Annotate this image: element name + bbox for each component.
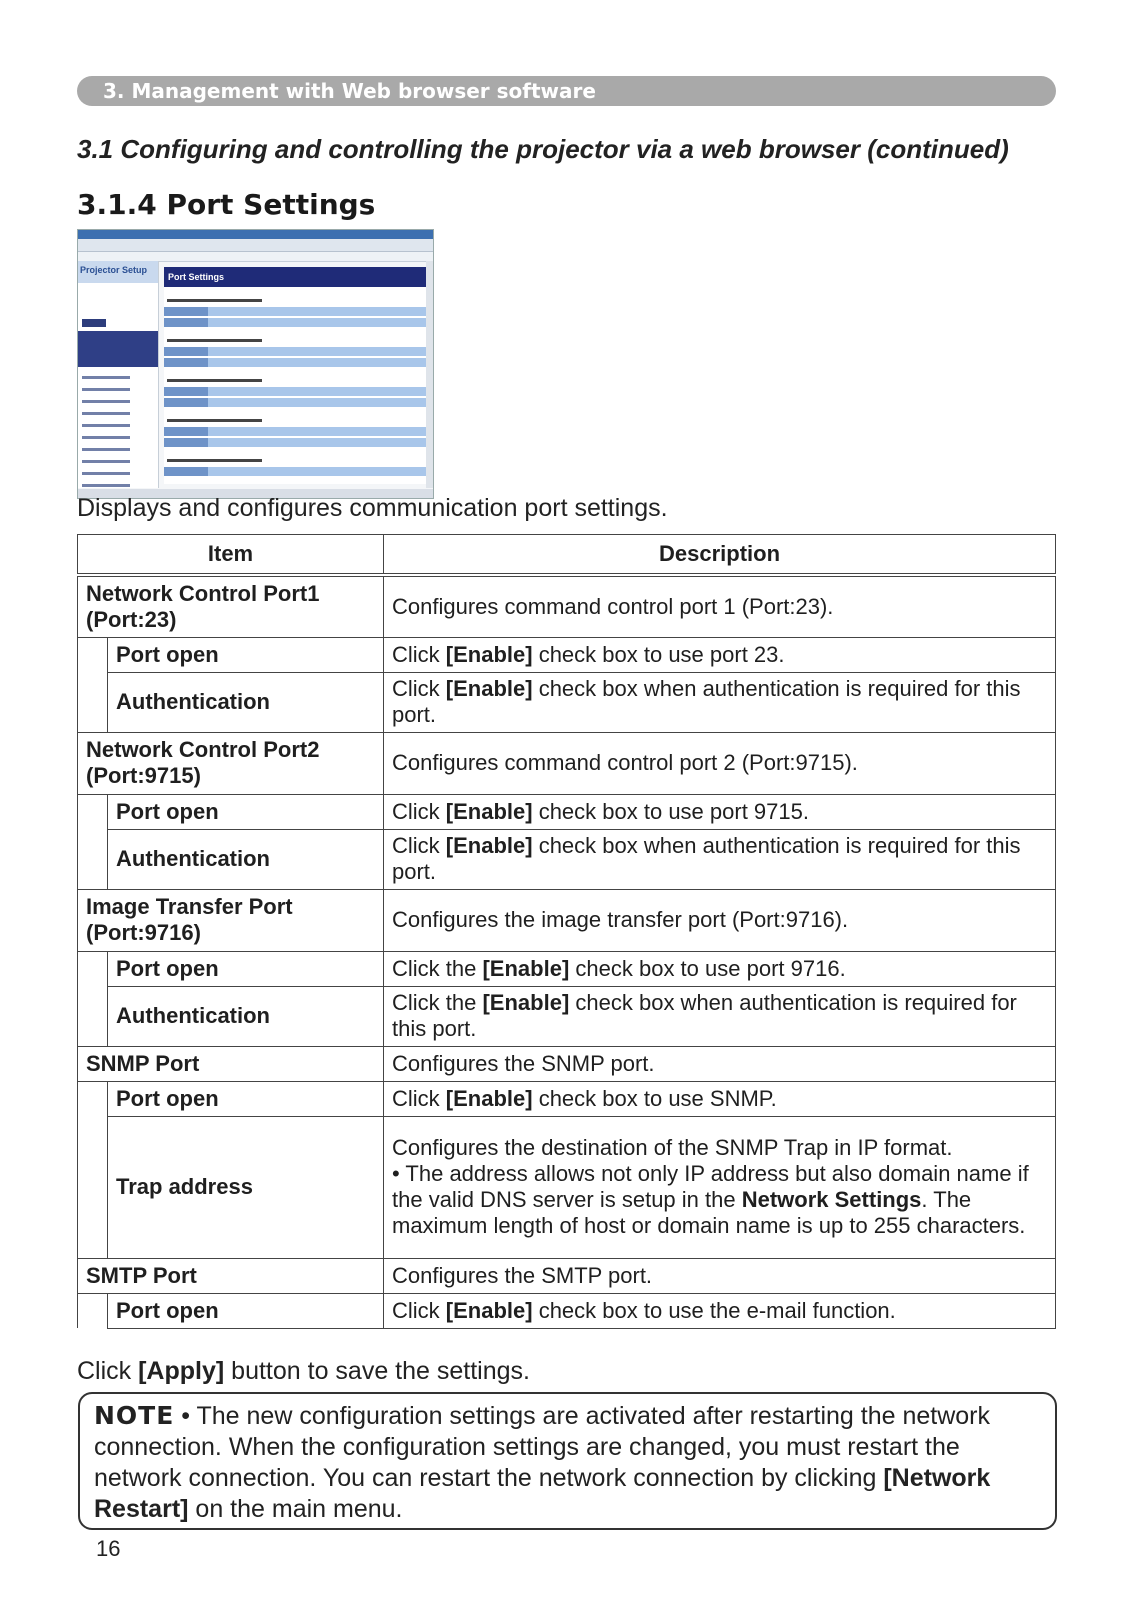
thumb-group-label [167, 339, 262, 342]
desc-cell: Click [Enable] check box to use the e-mail function. [384, 1293, 1056, 1328]
thumb-group-label [167, 299, 262, 302]
desc-cell: Configures the SMTP port. [384, 1258, 1056, 1293]
thumb-row [164, 438, 426, 447]
desc-cell: Click the [Enable] check box when authentication is required for this port. [384, 986, 1056, 1046]
item-cell: Port open [108, 637, 384, 672]
subtitle: 3.1 Configuring and controlling the projector via a web browser (continued) [77, 134, 1009, 164]
indent-cell [78, 1081, 108, 1258]
item-cell: Image Transfer Port (Port:9716) [78, 889, 384, 951]
table-row [78, 732, 1056, 794]
thumb-nav-line [82, 424, 130, 427]
thumb-row [164, 318, 426, 327]
thumb-row [164, 398, 426, 407]
table-row [78, 1293, 1056, 1328]
thumb-row [164, 467, 426, 476]
table-row [78, 1258, 1056, 1293]
thumb-nav-line [82, 448, 130, 451]
thumb-row [164, 347, 426, 356]
desc-cell: Configures the image transfer port (Port:9716). [384, 889, 1056, 951]
chapter-header-bar [77, 76, 1056, 106]
thumb-nav-line [82, 412, 130, 415]
thumb-group-label [167, 459, 262, 462]
indent-cell [78, 637, 108, 732]
table-row [78, 889, 1056, 951]
item-cell: Network Control Port2 (Port:9715) [78, 732, 384, 794]
table-row [78, 951, 1056, 986]
page-number: 16 [96, 1536, 121, 1561]
note-label: NOTE [94, 1401, 175, 1430]
thumb-logo: Projector Setup [78, 261, 158, 283]
thumb-page-heading: Port Settings [164, 267, 426, 287]
thumb-row [164, 307, 426, 316]
indent-cell [78, 951, 108, 1046]
item-cell: Authentication [108, 829, 384, 889]
thumb-nav-line [82, 400, 130, 403]
note-bold: [Network Restart] [94, 1464, 991, 1523]
table-row [78, 1081, 1056, 1116]
thumb-row [164, 427, 426, 436]
thumb-nav-line [82, 436, 130, 439]
table-row [78, 1116, 1056, 1258]
thumb-nav-line [82, 484, 130, 487]
desc-cell: Click [Enable] check box when authentication is required for this port. [384, 672, 1056, 732]
note-box [78, 1392, 1057, 1530]
thumb-address-bar [78, 239, 433, 252]
intro-text: Displays and configures communication port settings. [77, 494, 668, 522]
desc-cell: Click [Enable] check box to use port 23. [384, 637, 1056, 672]
thumb-nav-active [78, 331, 158, 367]
thumb-nav-line [82, 472, 130, 475]
thumb-nav-line [82, 460, 130, 463]
thumb-scrollbar [426, 261, 433, 488]
item-cell: Port open [108, 1081, 384, 1116]
item-cell: Port open [108, 1293, 384, 1328]
item-cell: SNMP Port [78, 1046, 384, 1081]
item-cell: Port open [108, 951, 384, 986]
desc-cell: Click [Enable] check box when authentication is required for this port. [384, 829, 1056, 889]
indent-cell [78, 1293, 108, 1328]
desc-cell: Configures command control port 1 (Port:23). [384, 575, 1056, 637]
item-cell: Authentication [108, 672, 384, 732]
header-item: Item [78, 535, 384, 576]
item-cell: Authentication [108, 986, 384, 1046]
note-text-end: on the main menu. [188, 1495, 403, 1523]
item-cell: SMTP Port [78, 1258, 384, 1293]
thumb-group-label [167, 419, 262, 422]
thumb-row [164, 358, 426, 367]
thumb-logout-button [82, 319, 106, 327]
table-row [78, 575, 1056, 637]
indent-cell [78, 794, 108, 889]
desc-cell: Configures the destination of the SNMP Trap in IP format. • The address allows not only IP address but also domain name if the valid DNS server is setup in the Network Settings. The maximum length of host or domain name is up to 255 characters. [384, 1116, 1056, 1258]
note-text: • The new configuration settings are activated after restarting the network connection. When the configuration settings are changed, you must restart the network connection. You can restart the network connection by clicking [94, 1402, 990, 1492]
table-row [78, 637, 1056, 672]
header-description: Description [384, 535, 1056, 576]
desc-cell: Click the [Enable] check box to use port 9716. [384, 951, 1056, 986]
browser-screenshot-thumbnail [77, 229, 434, 499]
apply-instruction: Click [Apply] button to save the settings. [77, 1357, 530, 1385]
desc-cell: Click [Enable] check box to use SNMP. [384, 1081, 1056, 1116]
desc-cell: Configures the SNMP port. [384, 1046, 1056, 1081]
table-row [78, 1046, 1056, 1081]
section-title: 3.1.4 Port Settings [77, 188, 376, 221]
thumb-nav-line [82, 388, 130, 391]
chapter-title: 3. Management with Web browser software [103, 79, 596, 103]
table-row [78, 794, 1056, 829]
item-cell: Trap address [108, 1116, 384, 1258]
thumb-sidebar [78, 261, 159, 488]
table-header-row [78, 535, 1056, 576]
thumb-nav-line [82, 376, 130, 379]
table-row [78, 829, 1056, 889]
desc-cell: Click [Enable] check box to use port 9715. [384, 794, 1056, 829]
table-row [78, 986, 1056, 1046]
table-row [78, 672, 1056, 732]
thumb-title-bar [78, 230, 433, 239]
thumb-row [164, 387, 426, 396]
desc-cell: Configures command control port 2 (Port:9715). [384, 732, 1056, 794]
item-cell: Network Control Port1 (Port:23) [78, 575, 384, 637]
item-cell: Port open [108, 794, 384, 829]
thumb-group-label [167, 379, 262, 382]
thumb-main-panel [164, 267, 426, 484]
port-settings-table [77, 534, 1056, 1329]
